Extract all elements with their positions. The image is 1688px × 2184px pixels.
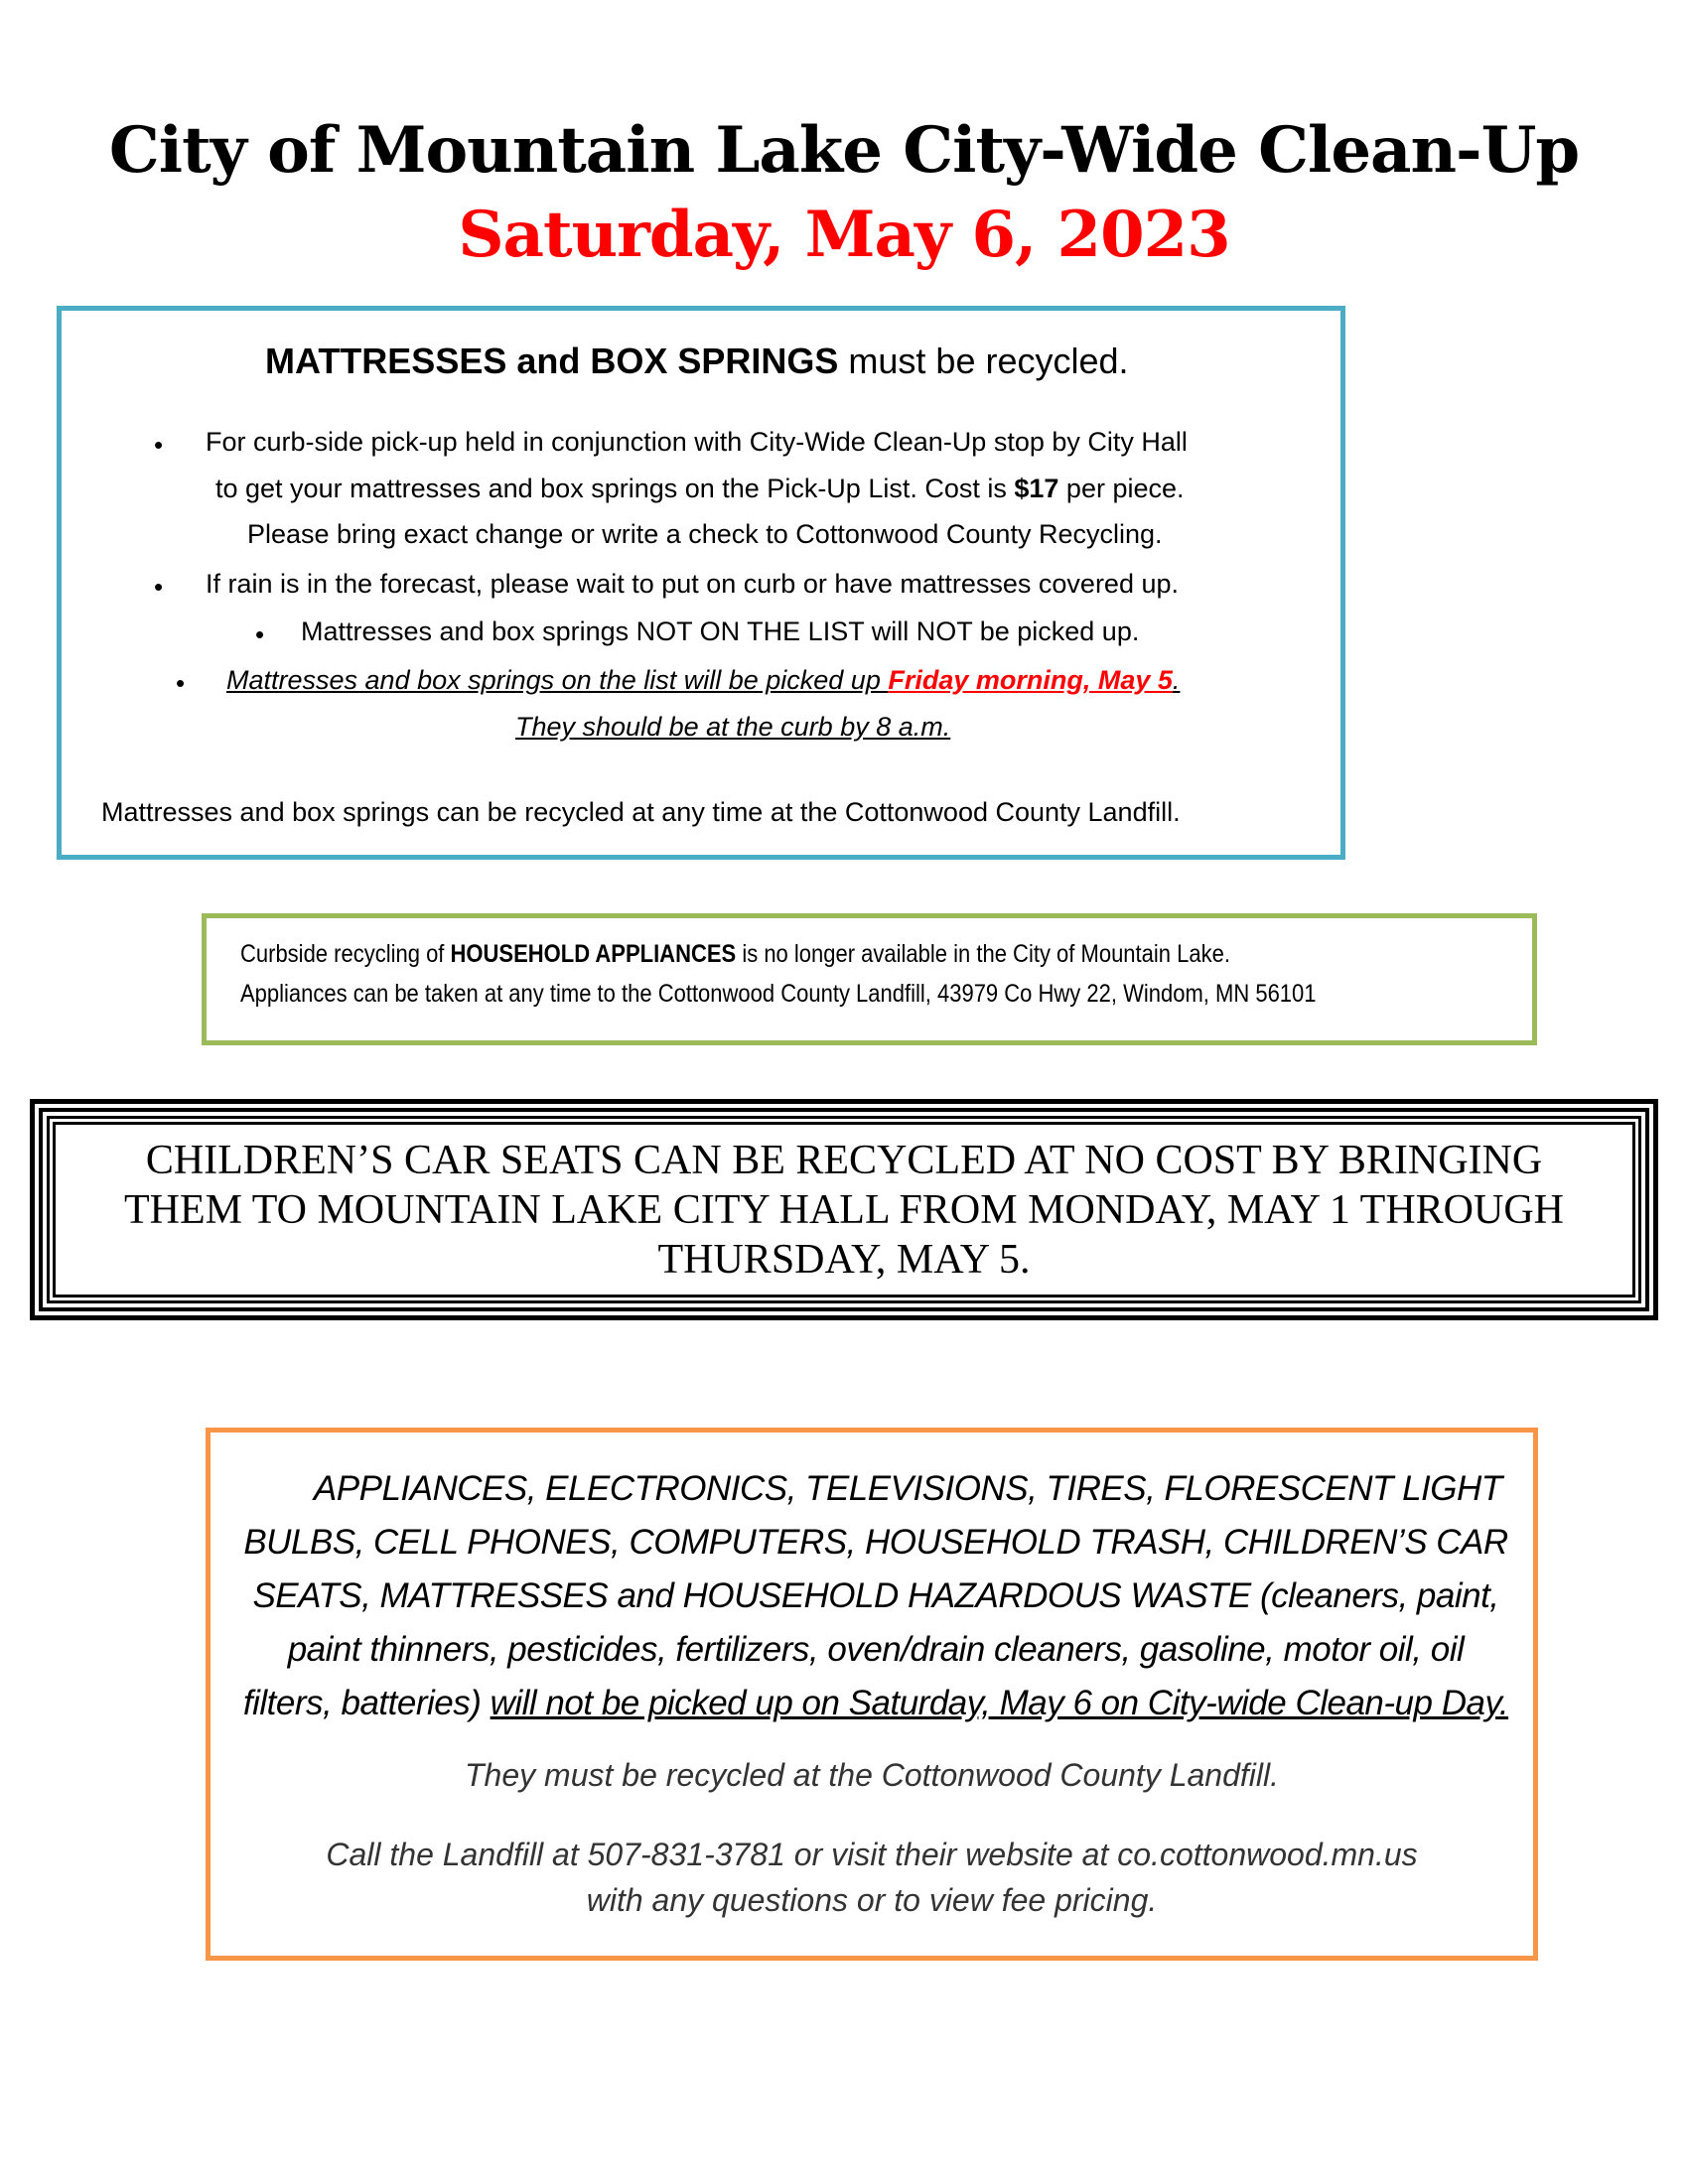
bullet-1: • xyxy=(154,430,164,460)
bullet-4-a: Mattresses and box springs on the list will be picked up xyxy=(226,665,889,695)
bullet-2-text: If rain is in the forecast, please wait to put on curb or have mattresses covered up. xyxy=(206,569,1180,599)
mattress-price: $17 xyxy=(1014,474,1059,503)
car-seats-notice-box xyxy=(30,1099,1658,1320)
contact-line-1: Call the Landfill at 507-831-3781 or visit their website at co.cottonwood.mn.us xyxy=(326,1837,1418,1872)
not-picked-up-list xyxy=(240,1462,1511,1730)
mattress-notice-box xyxy=(57,306,1345,860)
appliances-line-1-a: Curbside recycling of xyxy=(240,940,451,968)
bullet-1-line-2-a: to get your mattresses and box springs on the Pick-Up List. Cost is xyxy=(215,474,1015,503)
bullet-1-line-1: For curb-side pick-up held in conjunction with City-Wide Clean-Up stop by City Hall xyxy=(206,427,1188,457)
appliances-notice-box xyxy=(202,913,1537,1045)
mattress-heading-rest: must be recycled. xyxy=(838,341,1129,381)
event-date: Saturday, May 6, 2023 xyxy=(458,198,1230,272)
bullet-3: • xyxy=(255,619,265,649)
pickup-date-highlight: Friday morning, May 5 xyxy=(888,665,1173,695)
mattress-heading xyxy=(265,341,1129,382)
page-title: City of Mountain Lake City-Wide Clean-Up xyxy=(108,113,1580,188)
bullet-1-line-2-b: per piece. xyxy=(1058,474,1185,503)
mattress-footer: Mattresses and box springs can be recycled at any time at the Cottonwood County Landfill. xyxy=(101,797,1181,827)
appliances-line-1-b: is no longer available in the City of Mountain Lake. xyxy=(736,940,1230,968)
items-list: APPLIANCES, ELECTRONICS, TELEVISIONS, TIRES, FLORESCENT LIGHT BULBS, CELL PHONES, COMPUTERS, HOUSEHOLD TRASH, CHILDREN’S CAR SEATS, MATTRESSES and HOUSEHOLD HAZARDOUS WASTE (cleaners, paint, paint thinners, pesticides, fertilizers, oven/drain cleaners, gasoline, motor oil, oil filters, batteries) xyxy=(242,1469,1508,1722)
mattress-heading-bold: MATTRESSES and BOX SPRINGS xyxy=(265,341,839,381)
contact-info xyxy=(211,1832,1533,1923)
bullet-1-line-3: Please bring exact change or write a check to Cottonwood County Recycling. xyxy=(247,519,1163,549)
bullet-2: • xyxy=(154,572,164,602)
bullet-1-line-2 xyxy=(215,472,1185,505)
appliances-line-1 xyxy=(240,940,1230,969)
bullet-4-b: . xyxy=(1172,665,1181,695)
bullet-4-line-2: They should be at the curb by 8 a.m. xyxy=(515,712,951,742)
bullet-4-text xyxy=(226,663,1180,697)
not-picked-up-warning: will not be picked up on Saturday, May 6 on City-wide Clean-up Day. xyxy=(490,1684,1509,1722)
landfill-notice: They must be recycled at the Cottonwood County Landfill. xyxy=(465,1757,1279,1793)
bullet-3-text: Mattresses and box springs NOT ON THE LIST will NOT be picked up. xyxy=(301,616,1140,646)
appliances-line-2: Appliances can be taken at any time to the Cottonwood County Landfill, 43979 Co Hwy 22, Windom, MN 56101 xyxy=(240,980,1317,1008)
car-seats-text: CHILDREN’S CAR SEATS CAN BE RECYCLED AT NO COST BY BRINGING THEM TO MOUNTAIN LAKE CITY HALL FROM MONDAY, MAY 1 THROUGH THURSDAY, MAY 5. xyxy=(53,1122,1635,1297)
contact-line-2: with any questions or to view fee pricing. xyxy=(586,1882,1158,1918)
not-picked-up-box xyxy=(206,1428,1538,1961)
bullet-4: • xyxy=(176,668,186,698)
appliances-bold: HOUSEHOLD APPLIANCES xyxy=(450,940,737,968)
